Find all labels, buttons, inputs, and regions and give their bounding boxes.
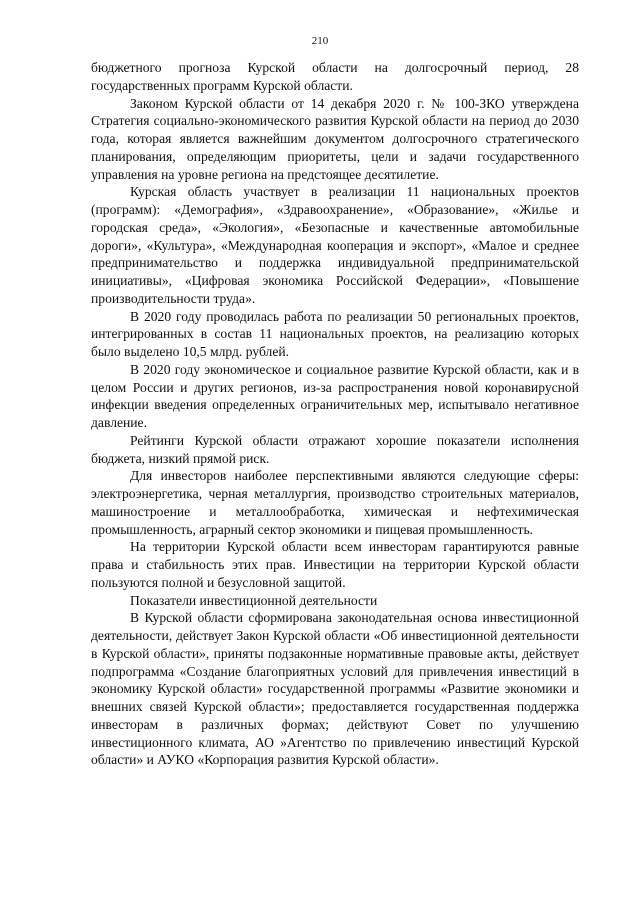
paragraph-1: бюджетного прогноза Курской области на долгосрочный период, 28 государственных программ Курской области. xyxy=(91,60,579,93)
paragraph-2: Законом Курской области от 14 декабря 2020 г. № 100-ЗКО утверждена Стратегия социально-экономического развития Курской области на период до 2030 года, которая является важнейшим документом долгосрочного стратегического планирования, определяющим приоритеты, цели и задачи государственного управления на уровне региона на предстоящее десятилетие. xyxy=(91,95,579,182)
paragraph-3: Курская область участвует в реализации 11 национальных проектов (программ): «Демография», «Здравоохранение», «Образование», «Жилье и городская среда», «Экология», «Безопасные и качественные автомобильные дороги», «Культура», «Международная кооперация и экспорт», «Малое и среднее предпринимательство и поддержка индивидуальной предпринимательской инициативы», «Цифровая экономика Российской Федерации», «Повышение производительности труда». xyxy=(91,184,579,306)
paragraph-5: В 2020 году экономическое и социальное развитие Курской области, как и в целом России и других регионов, из-за распространения новой коронавирусной инфекции введения определенных ограничительных мер, испытывало негативное давление. xyxy=(91,361,579,430)
page-number: 210 xyxy=(311,35,329,47)
page-body xyxy=(91,59,579,769)
paragraph-8: На территории Курской области всем инвесторам гарантируются равные права и стабильность этих прав. Инвестиции на территории Курской области пользуются полной и безусловной защитой. xyxy=(91,539,579,590)
paragraph-7: Для инвесторов наиболее перспективными являются следующие сферы: электроэнергетика, черная металлургия, производство строительных материалов, машиностроение и металлообработка, химическая и нефтехимическая промышленность, аграрный сектор экономики и пищевая промышленность. xyxy=(91,468,579,537)
paragraph-6: Рейтинги Курской области отражают хорошие показатели исполнения бюджета, низкий прямой риск. xyxy=(91,432,579,466)
section-heading: Показатели инвестиционной деятельности xyxy=(130,592,378,608)
paragraph-4: В 2020 году проводилась работа по реализации 50 региональных проектов, интегрированных в состав 11 национальных проектов, на реализацию которых было выделено 10,5 млрд. рублей. xyxy=(91,308,579,359)
paragraph-9: В Курской области сформирована законодательная основа инвестиционной деятельности, действует Закон Курской области «Об инвестиционной деятельности в Курской области», приняты подзаконные нормативные правовые акты, действует подпрограмма «Создание благоприятных условий для привлечения инвестиций в экономику Курской области» государственной программы «Развитие экономики и внешних связей Курской области»; предоставляется государственная поддержка инвесторам в различных формах; действуют Совет по улучшению инвестиционного климата, АО »Агентство по привлечению инвестиций Курской области» и АУКО «Корпорация развития Курской области». xyxy=(91,610,579,768)
